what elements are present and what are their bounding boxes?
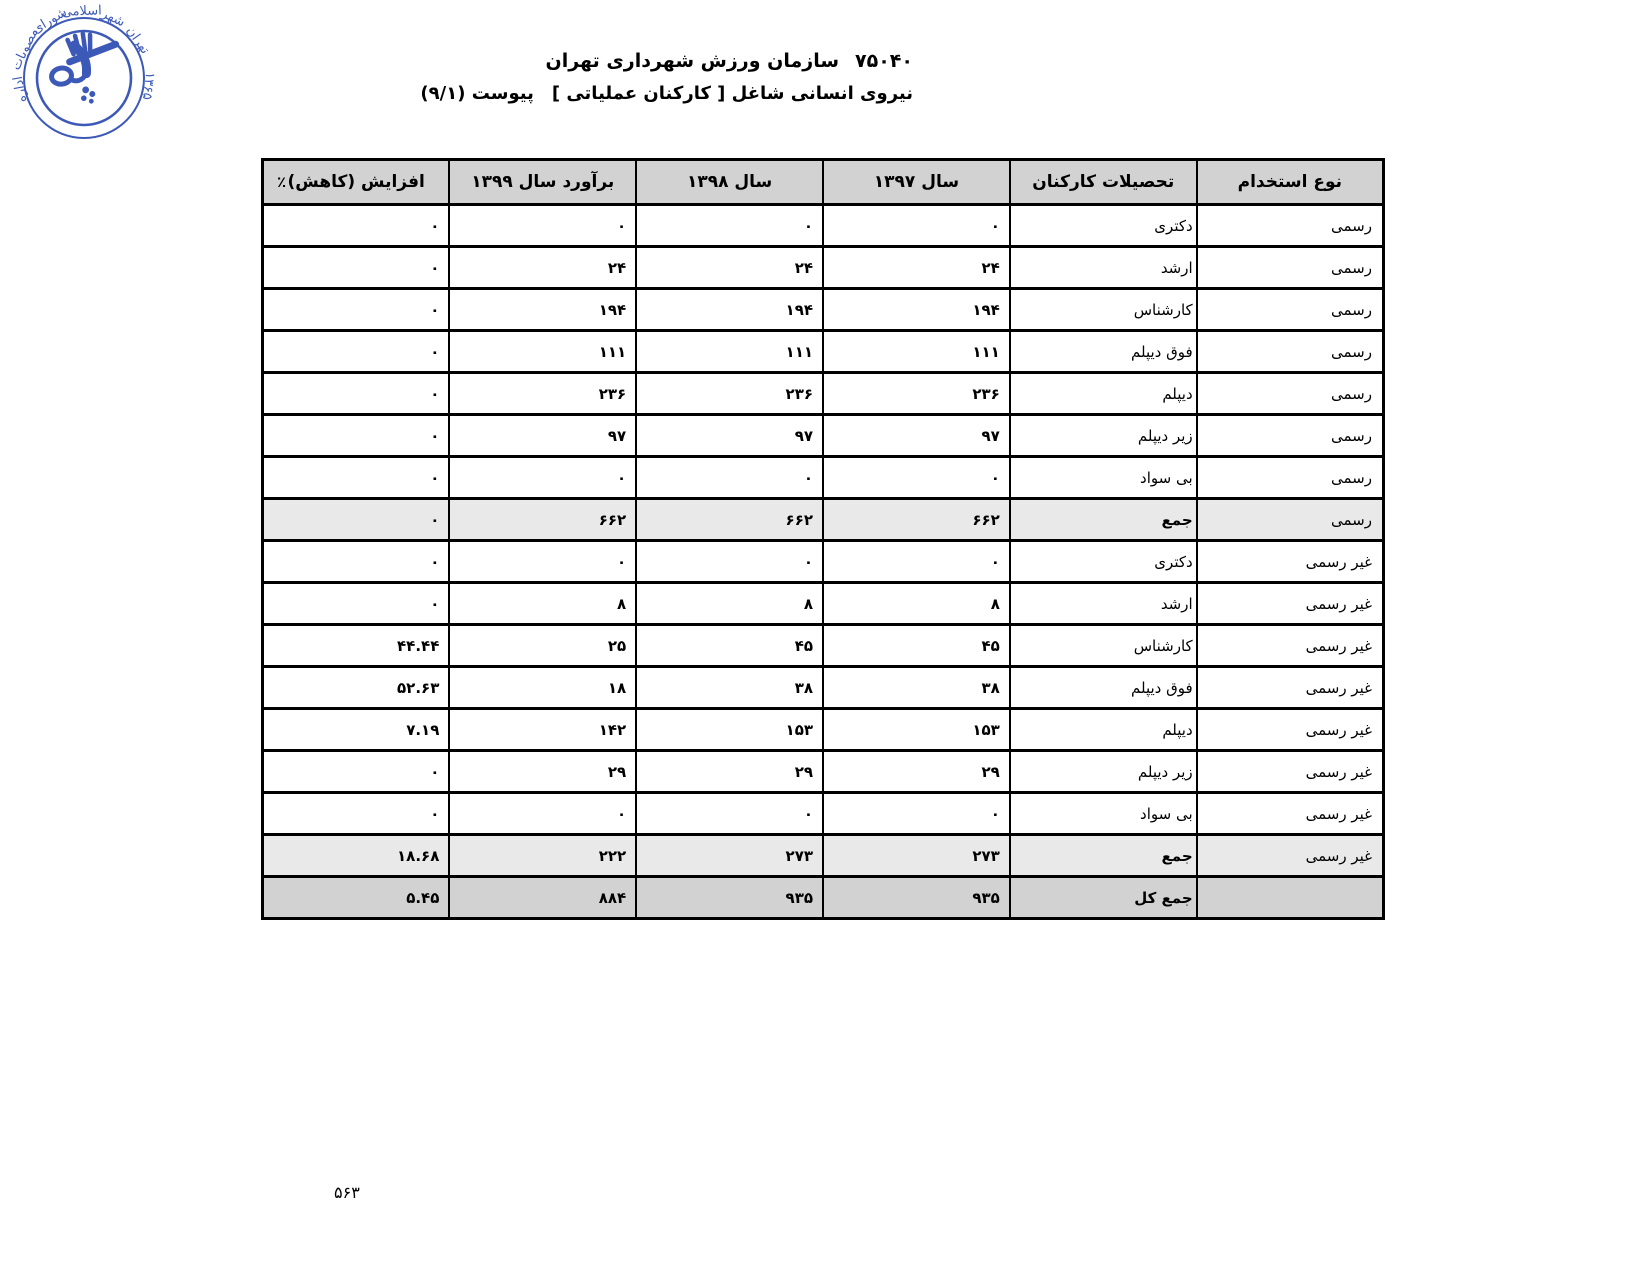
cell-change-percent: ۰ (263, 373, 450, 415)
cell-year-1398: ۹۳۵ (636, 877, 823, 919)
cell-estimate-1399: ۹۷ (449, 415, 636, 457)
table-row (263, 667, 1384, 709)
cell-year-1398: ۱۵۳ (636, 709, 823, 751)
cell-employment-type: رسمی (1197, 373, 1384, 415)
cell-change-percent: ۰ (263, 499, 450, 541)
cell-year-1397: ۳۸ (823, 667, 1010, 709)
stamp-ring-word: مصوبات (8, 25, 42, 73)
column-header-label: تحصیلات کارکنان (1032, 172, 1175, 192)
cell-year-1397: ۲۳۶ (823, 373, 1010, 415)
subtitle-text: نیروی انسانی شاغل [ کارکنان عملیاتی ] (551, 83, 913, 104)
table-row (263, 541, 1384, 583)
cell-year-1398: ۸ (636, 583, 823, 625)
personnel-table (261, 158, 1385, 920)
cell-year-1398: ۰ (636, 457, 823, 499)
cell-year-1398: ۹۷ (636, 415, 823, 457)
cell-year-1397: ۹۳۵ (823, 877, 1010, 919)
cell-education: دکتری (1010, 541, 1197, 583)
cell-year-1398: ۰ (636, 205, 823, 247)
stamp-ring-word: شهر (99, 6, 128, 31)
table-row (263, 205, 1384, 247)
cell-education: جمع (1010, 835, 1197, 877)
column-header-estimate-1399 (449, 160, 636, 205)
cell-education: بی سواد (1010, 457, 1197, 499)
cell-change-percent: ۵.۴۵ (263, 877, 450, 919)
cell-employment-type: غیر رسمی (1197, 625, 1384, 667)
cell-change-percent: ۷.۱۹ (263, 709, 450, 751)
column-header-label: برآورد سال ۱۳۹۹ (471, 172, 615, 192)
cell-estimate-1399: ۲۹ (449, 751, 636, 793)
cell-estimate-1399: ۸۸۴ (449, 877, 636, 919)
page-number: ۵۶۳ (334, 1183, 360, 1202)
cell-year-1397: ۴۵ (823, 625, 1010, 667)
table-row (263, 457, 1384, 499)
cell-employment-type: رسمی (1197, 499, 1384, 541)
cell-employment-type: رسمی (1197, 205, 1384, 247)
cell-year-1398: ۲۴ (636, 247, 823, 289)
cell-change-percent: ۰ (263, 289, 450, 331)
table-row (263, 289, 1384, 331)
stamp-ring-word: اسلامی (61, 3, 102, 20)
table-row (263, 625, 1384, 667)
cell-year-1398: ۰ (636, 541, 823, 583)
cell-change-percent: ۰ (263, 457, 450, 499)
column-header-label: سال ۱۳۹۷ (873, 172, 960, 192)
column-header-employment-type (1197, 160, 1384, 205)
council-stamp-seal (2, 0, 166, 162)
cell-change-percent: ۰ (263, 415, 450, 457)
column-header-year-1398 (636, 160, 823, 205)
cell-education: زیر دیپلم (1010, 751, 1197, 793)
cell-estimate-1399: ۲۳۶ (449, 373, 636, 415)
cell-estimate-1399: ۲۴ (449, 247, 636, 289)
cell-change-percent: ۴۴.۴۴ (263, 625, 450, 667)
cell-change-percent: ۰ (263, 541, 450, 583)
cell-year-1397: ۲۴ (823, 247, 1010, 289)
cell-year-1398: ۶۶۲ (636, 499, 823, 541)
document-header (420, 50, 913, 104)
cell-employment-type: رسمی (1197, 331, 1384, 373)
table-row (263, 835, 1384, 877)
cell-education: جمع (1010, 499, 1197, 541)
cell-education: دیپلم (1010, 709, 1197, 751)
cell-estimate-1399: ۰ (449, 541, 636, 583)
cell-education: ارشد (1010, 583, 1197, 625)
cell-year-1398: ۲۳۶ (636, 373, 823, 415)
cell-year-1397: ۰ (823, 457, 1010, 499)
cell-estimate-1399: ۱۸ (449, 667, 636, 709)
stamp-ring-word: اداره (10, 75, 31, 104)
cell-education: کارشناس (1010, 625, 1197, 667)
column-header-education (1010, 160, 1197, 205)
cell-year-1397: ۰ (823, 793, 1010, 835)
column-header-change-percent (263, 160, 450, 205)
cell-employment-type: رسمی (1197, 289, 1384, 331)
cell-education: زیر دیپلم (1010, 415, 1197, 457)
cell-education: جمع کل (1010, 877, 1197, 919)
table-row (263, 583, 1384, 625)
cell-estimate-1399: ۸ (449, 583, 636, 625)
cell-year-1397: ۱۵۳ (823, 709, 1010, 751)
document-subtitle (420, 83, 913, 104)
cell-year-1398: ۲۷۳ (636, 835, 823, 877)
table-row (263, 247, 1384, 289)
cell-year-1397: ۲۷۳ (823, 835, 1010, 877)
cell-employment-type: رسمی (1197, 247, 1384, 289)
cell-year-1397: ۹۷ (823, 415, 1010, 457)
cell-employment-type: غیر رسمی (1197, 751, 1384, 793)
cell-estimate-1399: ۲۵ (449, 625, 636, 667)
table-row (263, 751, 1384, 793)
cell-year-1397: ۱۱۱ (823, 331, 1010, 373)
cell-estimate-1399: ۱۴۲ (449, 709, 636, 751)
cell-year-1397: ۲۹ (823, 751, 1010, 793)
cell-estimate-1399: ۰ (449, 457, 636, 499)
column-header-label: سال ۱۳۹۸ (686, 172, 773, 192)
cell-year-1398: ۰ (636, 793, 823, 835)
cell-year-1398: ۲۹ (636, 751, 823, 793)
cell-year-1397: ۰ (823, 541, 1010, 583)
cell-change-percent: ۰ (263, 751, 450, 793)
cell-year-1397: ۱۹۴ (823, 289, 1010, 331)
cell-estimate-1399: ۱۹۴ (449, 289, 636, 331)
percent-sign: ٪ (277, 173, 287, 191)
stamp-ring-word: ۱۳۶۵ (138, 71, 158, 101)
cell-year-1397: ۸ (823, 583, 1010, 625)
cell-change-percent: ۵۲.۶۳ (263, 667, 450, 709)
cell-education: کارشناس (1010, 289, 1197, 331)
cell-estimate-1399: ۶۶۲ (449, 499, 636, 541)
cell-education: بی سواد (1010, 793, 1197, 835)
column-header-label: نوع استخدام (1237, 172, 1343, 192)
cell-employment-type: رسمی (1197, 457, 1384, 499)
cell-year-1397: ۰ (823, 205, 1010, 247)
cell-employment-type: رسمی (1197, 415, 1384, 457)
column-header-year-1397 (823, 160, 1010, 205)
cell-year-1398: ۱۱۱ (636, 331, 823, 373)
cell-education: ارشد (1010, 247, 1197, 289)
cell-education: دکتری (1010, 205, 1197, 247)
cell-year-1398: ۱۹۴ (636, 289, 823, 331)
table-row (263, 331, 1384, 373)
cell-estimate-1399: ۲۲۲ (449, 835, 636, 877)
cell-year-1398: ۴۵ (636, 625, 823, 667)
cell-year-1397: ۶۶۲ (823, 499, 1010, 541)
cell-employment-type: غیر رسمی (1197, 835, 1384, 877)
cell-education: فوق دیپلم (1010, 331, 1197, 373)
cell-employment-type: غیر رسمی (1197, 667, 1384, 709)
table-row (263, 373, 1384, 415)
cell-education: فوق دیپلم (1010, 667, 1197, 709)
cell-employment-type: غیر رسمی (1197, 793, 1384, 835)
cell-education: دیپلم (1010, 373, 1197, 415)
table-row (263, 877, 1384, 919)
document-title (420, 50, 913, 72)
cell-estimate-1399: ۱۱۱ (449, 331, 636, 373)
stamp-ring-word: تهران (122, 23, 153, 58)
cell-employment-type (1197, 877, 1384, 919)
column-header-label: افزایش (کاهش) (287, 172, 425, 192)
table-row (263, 415, 1384, 457)
personnel-table-body (263, 205, 1384, 919)
table-row (263, 499, 1384, 541)
cell-employment-type: غیر رسمی (1197, 541, 1384, 583)
cell-employment-type: غیر رسمی (1197, 709, 1384, 751)
cell-change-percent: ۱۸.۶۸ (263, 835, 450, 877)
header-row (263, 160, 1384, 205)
cell-change-percent: ۰ (263, 583, 450, 625)
organization-name: سازمان ورزش شهرداری تهران (545, 50, 840, 72)
cell-estimate-1399: ۰ (449, 205, 636, 247)
cell-change-percent: ۰ (263, 247, 450, 289)
cell-change-percent: ۰ (263, 205, 450, 247)
table-row (263, 793, 1384, 835)
personnel-table-head (263, 160, 1384, 205)
cell-estimate-1399: ۰ (449, 793, 636, 835)
cell-year-1398: ۳۸ (636, 667, 823, 709)
cell-employment-type: غیر رسمی (1197, 583, 1384, 625)
organization-code: ۷۵۰۴۰ (855, 50, 913, 72)
attachment-label: پیوست (۹/۱) (420, 83, 534, 104)
cell-change-percent: ۰ (263, 331, 450, 373)
stamp-ring-word: شورای (29, 4, 70, 38)
table-row (263, 709, 1384, 751)
cell-change-percent: ۰ (263, 793, 450, 835)
